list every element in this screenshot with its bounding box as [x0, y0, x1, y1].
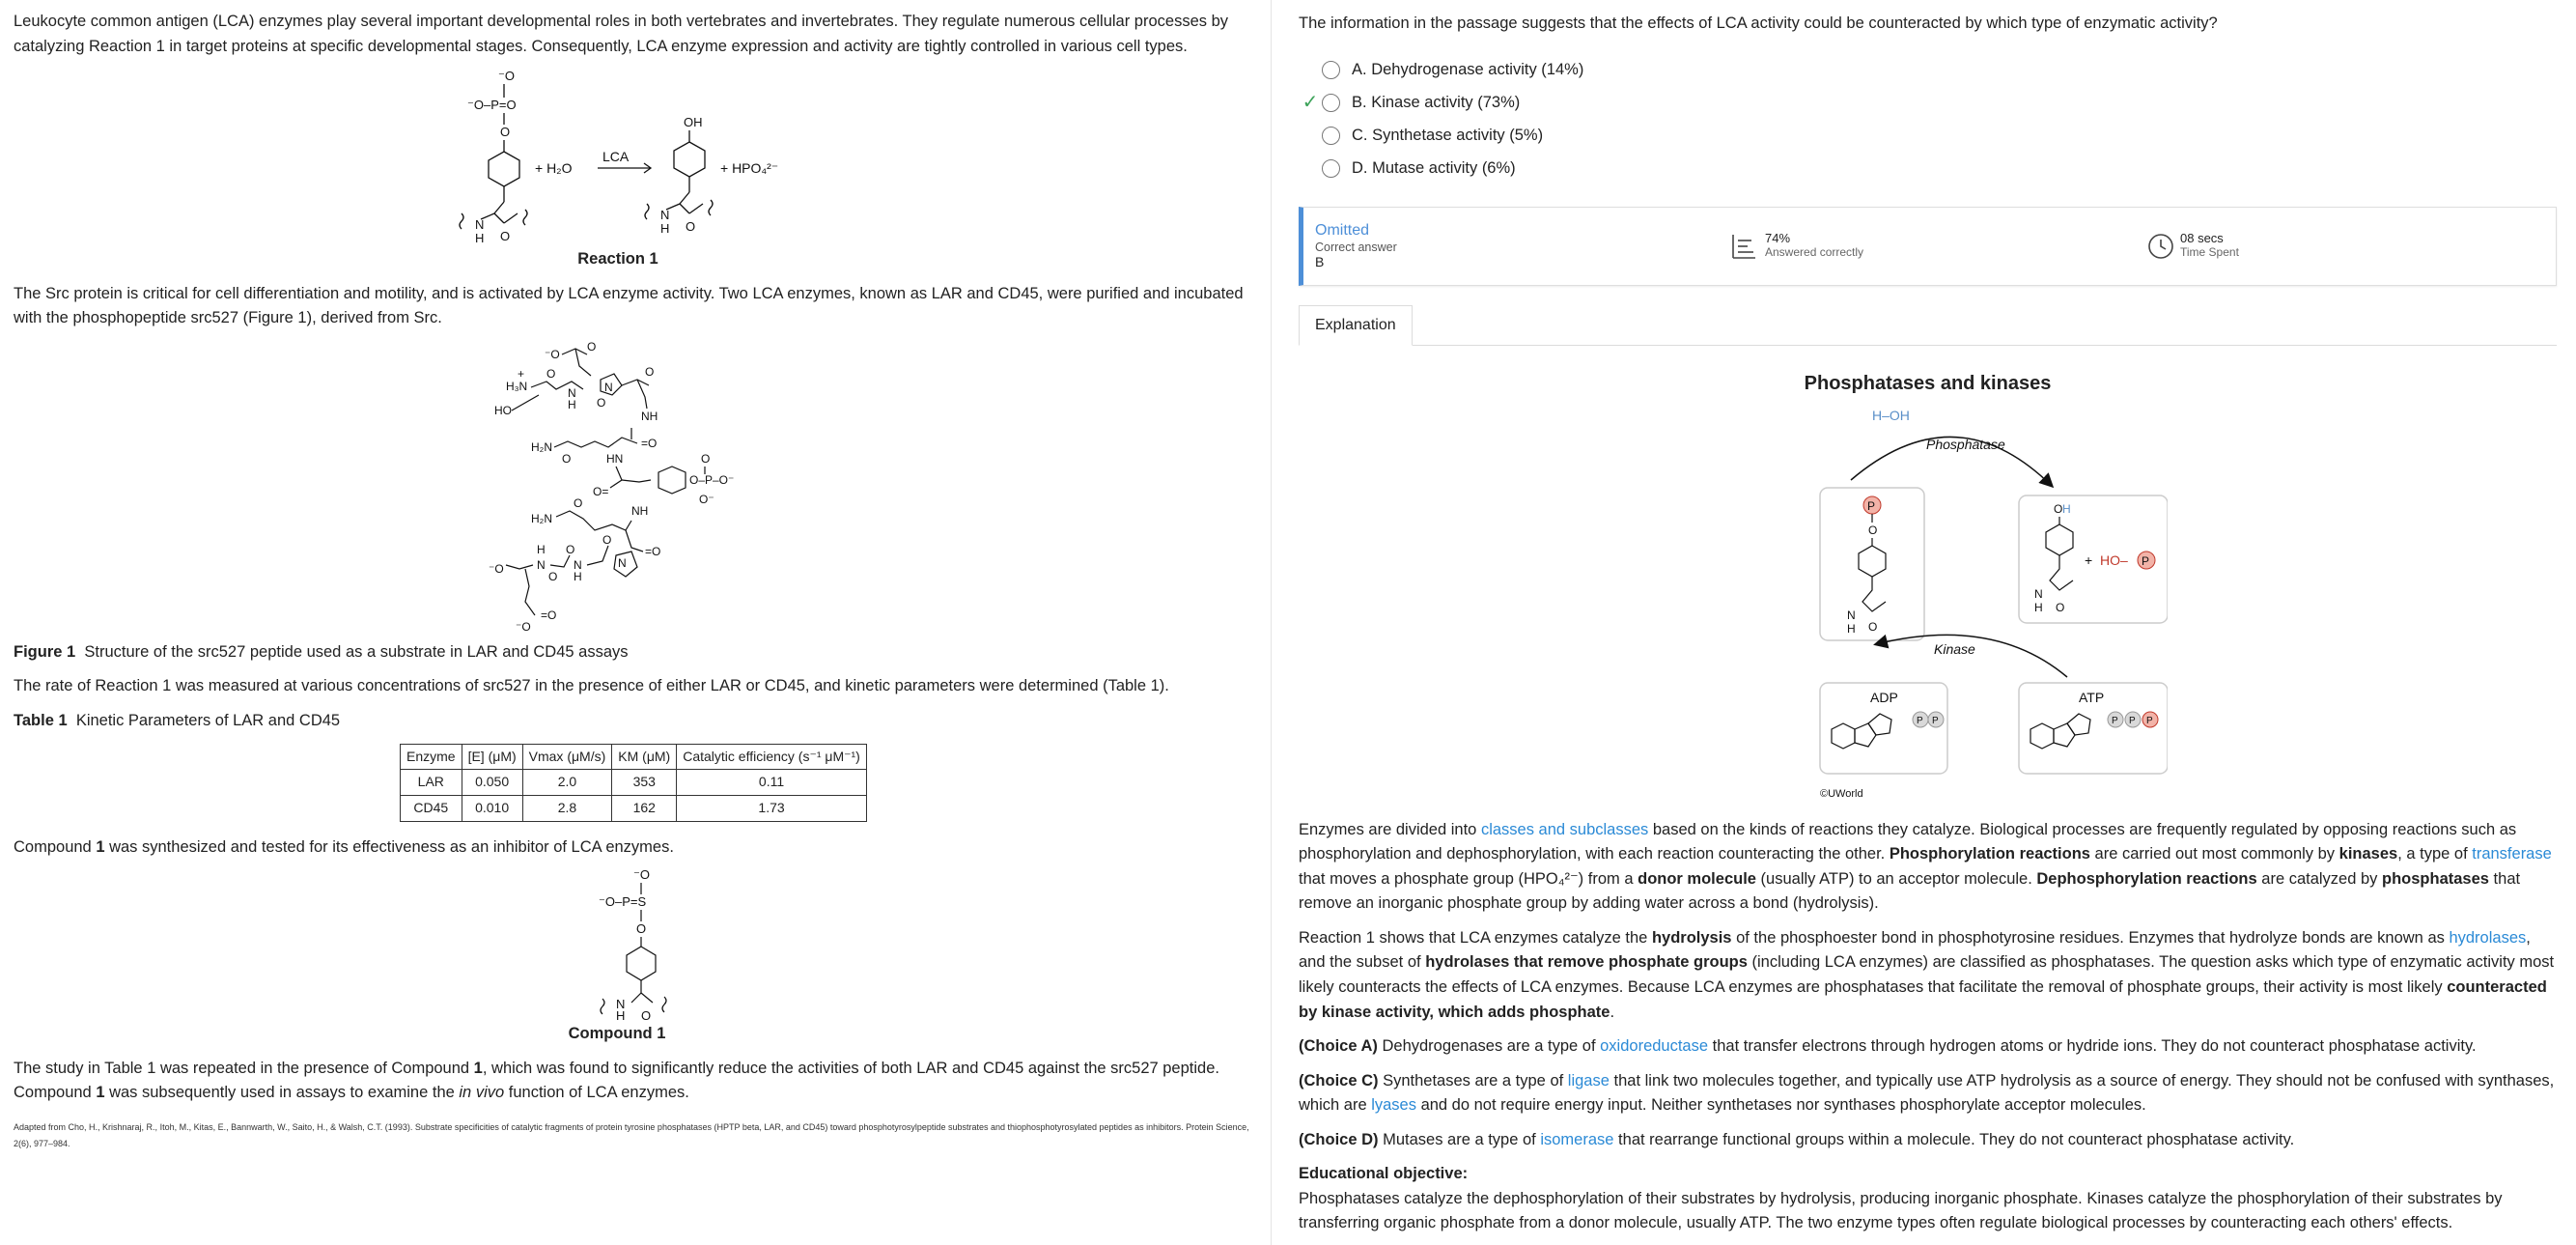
p-letter: P	[2112, 715, 2118, 726]
explanation-paragraph	[1299, 1034, 2557, 1060]
reaction-product: + HPO₄²⁻	[720, 160, 779, 177]
svg-text:N: N	[618, 555, 627, 570]
svg-text:O⁻: O⁻	[699, 492, 714, 506]
rate-paragraph: The rate of Reaction 1 was measured at various concentrations of src527 in the presence of either LAR or CD45, and kinetic parameters were determined (Table 1).	[14, 677, 1169, 695]
choice-d[interactable]	[1299, 153, 2557, 185]
glossary-link[interactable]: oxidoreductase	[1600, 1037, 1709, 1056]
table-row	[401, 770, 867, 796]
svg-text:H: H	[616, 1008, 626, 1021]
glossary-link[interactable]: transferase	[2472, 845, 2552, 863]
explanation-paragraph	[1299, 926, 2557, 1025]
choice-percent: (5%)	[1509, 126, 1544, 144]
text-segment: of the phosphoester bond in phosphotyrosine residues. Enzymes that hydrolyze bonds are known as	[1731, 928, 2450, 947]
svg-text:O: O	[574, 495, 583, 510]
bold-text: hydrolysis	[1651, 928, 1732, 947]
table-cell: CD45	[401, 795, 462, 821]
atp-label: ATP	[2079, 689, 2105, 705]
choice-letter: C.	[1352, 126, 1368, 144]
reaction-1-figure	[458, 67, 960, 245]
study-text-b: , which was found to significantly reduce the activities of both LAR and CD45 against the src527 peptide. Compound	[14, 1059, 1219, 1102]
svg-text:H: H	[475, 231, 485, 246]
svg-text:O–P–O⁻: O–P–O⁻	[689, 472, 735, 487]
svg-text:⁻O–P=O: ⁻O–P=O	[467, 98, 517, 113]
table-header: Catalytic efficiency (s⁻¹ μM⁻¹)	[677, 744, 867, 770]
svg-text:O=: O=	[593, 484, 609, 498]
table-cell: 353	[612, 770, 677, 796]
table-1-label: Table 1	[14, 711, 68, 729]
text-segment: that link two molecules together, and typically use ATP hydrolysis as a source of energy. They should not be confused with synthases, which are	[1299, 1071, 2555, 1115]
src-paragraph: The Src protein is critical for cell differentiation and motility, and is activated by LCA enzyme activity. Two LCA enzymes, known as LAR and CD45, were purified and incubated with the phosphopeptide src527 (Figure 1), derived from Src.	[14, 284, 1244, 327]
glossary-link[interactable]: lyases	[1371, 1096, 1416, 1115]
text-segment: .	[1610, 1003, 1615, 1021]
svg-text:=O: =O	[541, 608, 557, 622]
figure-1-caption-text: Structure of the src527 peptide used as a substrate in LAR and CD45 assays	[84, 642, 629, 661]
table-cell: 1.73	[677, 795, 867, 821]
svg-text:H: H	[537, 542, 546, 556]
svg-text:O: O	[636, 921, 647, 937]
choice-b[interactable]	[1299, 87, 2557, 120]
bold-text: Phosphorylation reactions	[1889, 845, 2090, 863]
explanation-text	[1299, 818, 2557, 1236]
svg-text:O: O	[566, 542, 575, 556]
svg-text:H: H	[1847, 621, 1856, 636]
svg-text:O: O	[562, 451, 572, 466]
svg-text:N: N	[1847, 608, 1856, 622]
src527-peptide-structure	[487, 337, 796, 637]
study-text-c: was subsequently used in assays to examine the	[104, 1084, 460, 1102]
reaction-water: + H₂O	[535, 160, 573, 177]
passage-pane	[0, 0, 1271, 1245]
svg-text:O: O	[1868, 619, 1878, 634]
study-text-a: The study in Table 1 was repeated in the presence of Compound	[14, 1059, 474, 1077]
svg-text:N: N	[574, 557, 582, 572]
check-icon: ✓	[1302, 92, 1319, 114]
svg-text:NH: NH	[631, 503, 649, 518]
diagram-title: Phosphatases and kinases	[1804, 372, 2052, 394]
text-segment: , and the subset of	[1299, 928, 2531, 972]
bold-text: (Choice A)	[1299, 1037, 1378, 1056]
glossary-link[interactable]: ligase	[1567, 1071, 1610, 1089]
table-cell: 2.0	[522, 770, 612, 796]
text-segment: Synthetases are a type of	[1378, 1071, 1568, 1089]
svg-text:H: H	[660, 221, 670, 237]
svg-text:O: O	[546, 366, 556, 381]
bold-text: counteracted by kinase activity, which adds phosphate	[1299, 977, 2547, 1021]
answer-stats-bar	[1299, 207, 2557, 286]
bold-text: hydrolases that remove phosphate groups	[1425, 953, 1748, 972]
radio-button[interactable]	[1322, 127, 1340, 145]
compound-1-structure	[593, 865, 709, 1020]
choice-letter: D.	[1352, 158, 1368, 177]
table-row	[401, 795, 867, 821]
study-paragraph	[14, 1057, 1257, 1106]
copyright: ©UWorld	[1820, 787, 1863, 800]
figure-1-label: Figure 1	[14, 642, 76, 661]
svg-text:O: O	[602, 532, 612, 547]
svg-text:O: O	[2054, 501, 2063, 516]
svg-text:N: N	[604, 380, 613, 394]
choice-text: Kinase activity	[1371, 93, 1473, 111]
svg-text:HO: HO	[494, 403, 512, 417]
svg-text:=O: =O	[641, 436, 658, 450]
question-stem: The information in the passage suggests that the effects of LCA activity could be counteracted by which type of enzymatic activity?	[1299, 14, 2218, 32]
svg-text:+: +	[2085, 552, 2093, 568]
correct-answer-label: Correct answer	[1315, 240, 1397, 254]
text-segment: that remove an inorganic phosphate group by adding water across a bond (hydrolysis).	[1299, 869, 2521, 913]
study-text-italic: in vivo	[459, 1084, 505, 1102]
p-letter: P	[2146, 715, 2153, 726]
bold-text: kinases	[2338, 845, 2398, 863]
reaction-1-label: Reaction 1	[577, 250, 658, 269]
tab-explanation[interactable]: Explanation	[1299, 305, 1413, 346]
choice-text: Synthetase activity	[1372, 126, 1505, 144]
tab-bar	[1299, 305, 2557, 346]
table-cell: 0.11	[677, 770, 867, 796]
clock-icon	[2147, 233, 2174, 260]
svg-text:O: O	[500, 229, 511, 244]
table-1-caption	[14, 709, 1257, 734]
compound-1-label: Compound 1	[568, 1025, 666, 1043]
compound-text-a: Compound	[14, 837, 97, 856]
table-cell: 2.8	[522, 795, 612, 821]
svg-text:N: N	[660, 208, 670, 223]
table-cell: 0.010	[462, 795, 522, 821]
correct-answer-value: B	[1315, 253, 1325, 269]
text-segment: (usually ATP) to an acceptor molecule.	[1755, 869, 2037, 888]
svg-text:H₂N: H₂N	[531, 439, 552, 454]
radio-button[interactable]	[1322, 159, 1340, 178]
svg-text:O: O	[645, 364, 655, 379]
percent-stat	[1730, 232, 2147, 260]
educational-objective-heading: Educational objective:	[1299, 1165, 1469, 1183]
p-letter: P	[1917, 715, 1923, 726]
svg-text:⁻O: ⁻O	[498, 69, 515, 84]
svg-text:NH: NH	[641, 409, 658, 423]
text-segment: and do not require energy input. Neither synthetases nor synthases phosphorylate acceptor molecules.	[1415, 1096, 2146, 1115]
svg-text:H₂N: H₂N	[531, 511, 552, 525]
compound-number: 1	[473, 1059, 483, 1077]
kinetic-parameters-table	[400, 744, 867, 822]
svg-text:+: +	[518, 366, 525, 381]
text-segment: Mutases are a type of	[1378, 1130, 1541, 1148]
svg-text:O: O	[587, 339, 597, 354]
svg-text:⁻O–P=S: ⁻O–P=S	[599, 894, 647, 910]
percent-label: Answered correctly	[1765, 245, 1864, 260]
glossary-link[interactable]: isomerase	[1540, 1130, 1614, 1148]
citation: Adapted from Cho, H., Krishnaraj, R., Itoh, M., Kitas, E., Bannwarth, W., Saito, H., & Walsh, C.T. (1993). Substrate specificities of catalytic fragments of protein tyrosine phosphatases (HPTP beta, LAR, and CD45) toward phosphotyrosylpeptide substrates and thiophosphotyrosylated peptides as inhibitors. Protein Science, 2(6), 977–984.	[14, 1121, 1249, 1148]
svg-text:O: O	[2056, 600, 2065, 614]
svg-text:N: N	[537, 557, 546, 572]
table-header: Vmax (μM/s)	[522, 744, 612, 770]
text-segment: Reaction 1 shows that LCA enzymes catalyze the	[1299, 928, 1652, 947]
percent-value: 74%	[1765, 231, 1791, 246]
choice-percent: (73%)	[1477, 93, 1521, 111]
text-segment: based on the kinds of reactions they catalyze. Biological processes are frequently regulated by opposing reactions such as phosphorylation and dephosphorylation, with each reaction counteracting the other.	[1299, 820, 2517, 863]
choice-percent: (6%)	[1481, 158, 1516, 177]
svg-text:O: O	[597, 395, 606, 410]
choice-a[interactable]	[1299, 54, 2557, 87]
explanation-paragraph	[1299, 818, 2557, 917]
svg-text:O: O	[641, 1008, 652, 1021]
reaction-arrow-label: LCA	[602, 149, 630, 165]
time-stat	[2147, 232, 2239, 260]
compound-paragraph	[14, 835, 1257, 861]
svg-text:O: O	[548, 569, 558, 583]
svg-text:H: H	[568, 397, 576, 411]
radio-button[interactable]	[1322, 94, 1340, 112]
svg-text:O: O	[686, 219, 696, 235]
choice-percent: (14%)	[1541, 60, 1584, 78]
svg-text:N: N	[568, 385, 576, 400]
table-header: KM (μM)	[612, 744, 677, 770]
svg-text:N: N	[616, 997, 626, 1012]
omitted-stat	[1315, 222, 1730, 269]
time-value: 08 secs	[2180, 231, 2224, 246]
text-segment: that moves a phosphate group (HPO₄²⁻) from a	[1299, 869, 1638, 888]
bold-text: phosphatases	[2382, 869, 2489, 888]
svg-text:H: H	[2034, 600, 2043, 614]
status-text: Omitted	[1315, 222, 1370, 240]
svg-text:H₃N: H₃N	[506, 379, 528, 393]
bold-text: donor molecule	[1638, 869, 1756, 888]
svg-text:HN: HN	[606, 451, 624, 466]
passage-intro: Leukocyte common antigen (LCA) enzymes play several important developmental roles in both vertebrates and invertebrates. They regulate numerous cellular processes by catalyzing Reaction 1 in target proteins at specific developmental stages. Consequently, LCA enzyme expression and activity are tightly controlled in various cell types.	[14, 13, 1229, 55]
svg-text:H: H	[2062, 501, 2071, 516]
kinase-label: Kinase	[1934, 640, 1975, 657]
svg-text:N: N	[475, 217, 485, 233]
adp-label: ADP	[1870, 689, 1898, 705]
p-letter: P	[2142, 553, 2150, 568]
ho-label: HO–	[2100, 552, 2128, 568]
table-cell: 162	[612, 795, 677, 821]
choice-letter: A.	[1352, 60, 1367, 78]
table-header: Enzyme	[401, 744, 462, 770]
svg-text:O: O	[500, 125, 511, 140]
text-segment: Dehydrogenases are a type of	[1377, 1037, 1601, 1056]
answer-choices	[1299, 54, 2557, 185]
table-1-caption-text: Kinetic Parameters of LAR and CD45	[75, 711, 341, 729]
svg-text:H: H	[574, 569, 582, 583]
svg-text:OH: OH	[684, 115, 703, 130]
phosphatase-kinase-diagram	[1762, 401, 2168, 806]
table-header-row	[401, 744, 867, 770]
compound-text-b: was synthesized and tested for its effectiveness as an inhibitor of LCA enzymes.	[104, 837, 674, 856]
p-letter: P	[1867, 498, 1876, 513]
text-segment: (including LCA enzymes) are classified as phosphatases. The question asks which type of enzymatic activity most likely counteracts the effects of LCA enzymes. Because LCA enzymes are phosphatases that facilitate the removal of phosphate groups, their activity is most likely	[1299, 953, 2555, 996]
educational-objective-text: Phosphatases catalyze the dephosphorylation of their substrates by hydrolysis, producing inorganic phosphate. Kinases catalyze the phosphorylation of their substrates by transferring organic phosphate from a donor molecule, usually ATP. The two enzyme types often regulate biological processes by counteracting each others' effects.	[1299, 1189, 2503, 1232]
text-segment: Enzymes are divided into	[1299, 820, 1481, 838]
bold-text: (Choice D)	[1299, 1130, 1379, 1148]
glossary-link[interactable]: hydrolases	[2449, 928, 2527, 947]
glossary-link[interactable]: classes and subclasses	[1480, 820, 1649, 838]
compound-number: 1	[96, 1084, 105, 1102]
choice-c[interactable]	[1299, 120, 2557, 153]
question-pane	[1272, 0, 2576, 1245]
text-segment: , a type of	[2397, 845, 2473, 863]
bold-text: Dephosphorylation reactions	[2036, 869, 2257, 888]
text-segment: that rearrange functional groups within a molecule. They do not counteract phosphatase activity.	[1613, 1130, 2295, 1148]
compound-number: 1	[96, 837, 105, 856]
figure-1-caption	[14, 640, 1257, 665]
table-cell: 0.050	[462, 770, 522, 796]
radio-button[interactable]	[1322, 61, 1340, 79]
choice-text: Mutase activity	[1372, 158, 1478, 177]
phosphatase-label: Phosphatase	[1926, 436, 2005, 452]
svg-text:O: O	[701, 451, 711, 466]
water-label: H–OH	[1872, 407, 1910, 423]
svg-text:⁻O: ⁻O	[489, 561, 504, 576]
p-letter: P	[2129, 715, 2136, 726]
explanation-paragraph	[1299, 1069, 2557, 1118]
svg-text:N: N	[2034, 586, 2043, 601]
explanation-paragraph	[1299, 1128, 2557, 1153]
study-text-d: function of LCA enzymes.	[504, 1084, 689, 1102]
choice-text: Dehydrogenase activity	[1371, 60, 1537, 78]
table-cell: LAR	[401, 770, 462, 796]
svg-text:⁻O: ⁻O	[633, 867, 650, 883]
time-label: Time Spent	[2180, 245, 2239, 260]
bar-chart-icon	[1730, 233, 1757, 260]
svg-text:O: O	[1868, 523, 1878, 537]
svg-text:=O: =O	[645, 544, 661, 558]
table-header: [E] (μM)	[462, 744, 522, 770]
text-segment: that transfer electrons through hydrogen atoms or hydride ions. They do not counteract phosphatase activity.	[1708, 1037, 2477, 1056]
svg-text:⁻O: ⁻O	[545, 347, 560, 361]
choice-letter: B.	[1352, 93, 1367, 111]
text-segment: are catalyzed by	[2256, 869, 2383, 888]
p-letter: P	[1932, 715, 1939, 726]
svg-text:⁻O: ⁻O	[516, 619, 531, 634]
text-segment: are carried out most commonly by	[2089, 845, 2339, 863]
bold-text: (Choice C)	[1299, 1071, 1379, 1089]
